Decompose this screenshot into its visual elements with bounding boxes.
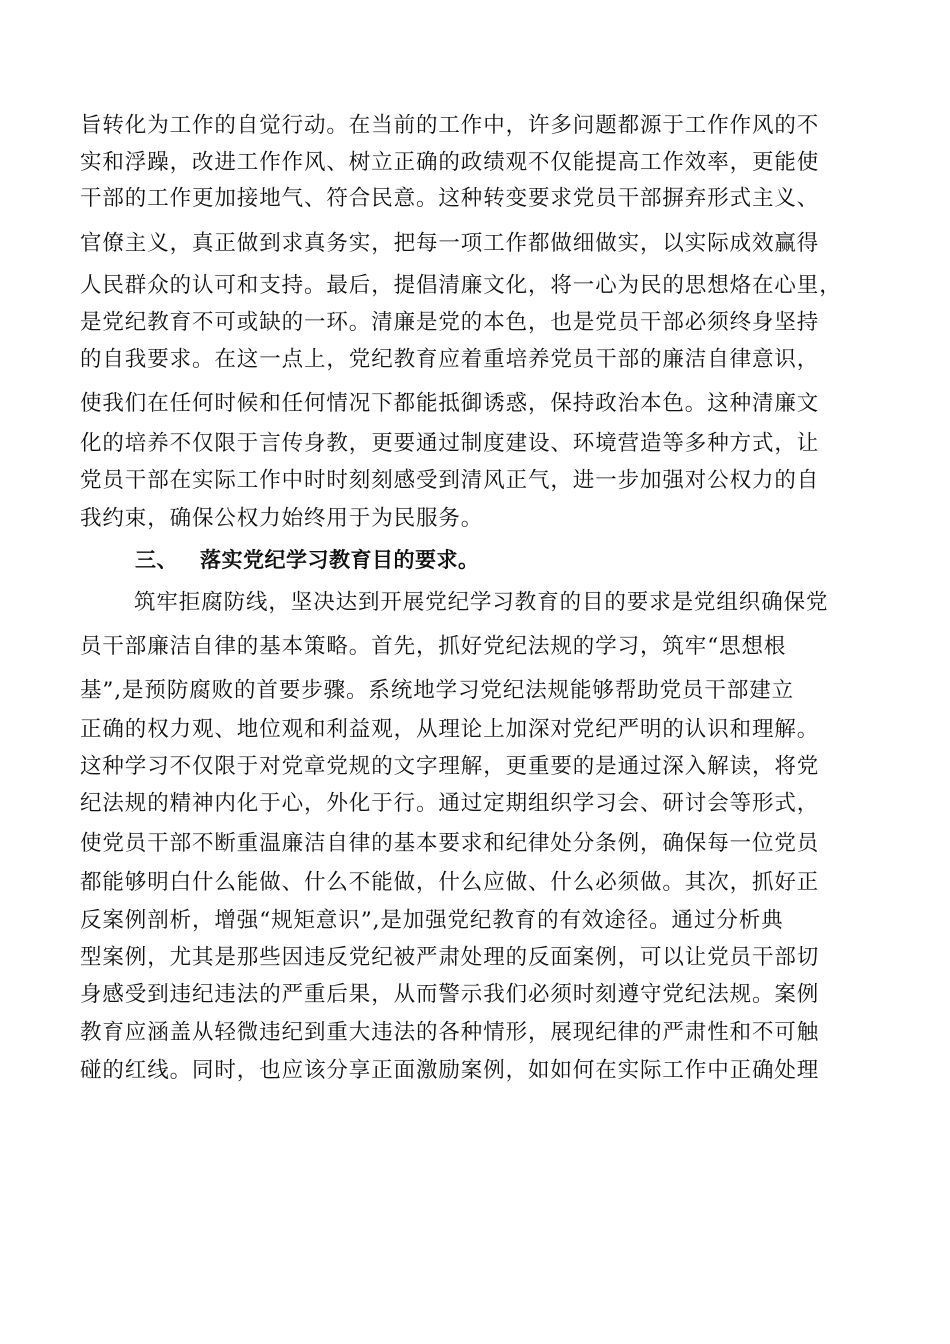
section-heading bbox=[135, 545, 480, 575]
paragraph-line: 型案例，尤其是那些因违反党纪被严肃处理的反面案例，可以让党员干部切 bbox=[80, 945, 820, 970]
paragraph-line: 干部的工作更加接地气、符合民意。这种转变要求党员干部摒弃形式主义、 bbox=[80, 186, 820, 211]
paragraph-line: 化的培养不仅限于言传身教，更要通过制度建设、环境营造等多种方式，让 bbox=[80, 431, 820, 456]
paragraph-line: 旨转化为工作的自觉行动。在当前的工作中，许多问题都源于工作作风的不 bbox=[80, 113, 820, 138]
paragraph-line: 这种学习不仅限于对党章党规的文字理解，更重要的是通过深入解读，将党 bbox=[80, 754, 820, 779]
paragraph-line: 实和浮躁，改进工作作风、树立正确的政绩观不仅能提高工作效率，更能使 bbox=[80, 150, 820, 175]
paragraph-line: 反案例剖析，增强“规矩意识”,是加强党纪教育的有效途径。通过分析典 bbox=[80, 908, 784, 933]
paragraph-line: 正确的权力观、地位观和利益观，从理论上加深对党纪严明的认识和理解。 bbox=[80, 717, 820, 742]
paragraph-line: 碰的红线。同时，也应该分享正面激励案例，如如何在实际工作中正确处理 bbox=[80, 1058, 820, 1083]
section-number: 三、 bbox=[135, 548, 178, 572]
paragraph-line: 是党纪教育不可或缺的一环。清廉是党的本色，也是党员干部必须终身坚持 bbox=[80, 310, 820, 335]
paragraph-line: 使党员干部不断重温廉洁自律的基本要求和纪律处分条例，确保每一位党员 bbox=[80, 831, 820, 856]
section-title: 落实党纪学习教育目的要求。 bbox=[200, 548, 480, 572]
paragraph-line: 教育应涵盖从轻微违纪到重大违法的各种情形，展现纪律的严肃性和不可触 bbox=[80, 1020, 820, 1045]
paragraph-line: 员干部廉洁自律的基本策略。首先，抓好党纪法规的学习，筑牢“思想根 bbox=[80, 634, 787, 659]
paragraph-line: 官僚主义，真正做到求真务实，把每一项工作都做细做实，以实际成效赢得 bbox=[80, 231, 820, 256]
paragraph-line: 党员干部在实际工作中时时刻刻感受到清风正气，进一步加强对公权力的自 bbox=[80, 468, 820, 493]
paragraph-line: 纪法规的精神内化于心，外化于行。通过定期组织学习会、研讨会等形式， bbox=[80, 791, 820, 816]
paragraph-line: 我约束，确保公权力始终用于为民服务。 bbox=[80, 506, 484, 531]
paragraph-line: 基”,是预防腐败的首要步骤。系统地学习党纪法规能够帮助党员干部建立 bbox=[80, 678, 795, 703]
paragraph-line: 身感受到违纪违法的严重后果，从而警示我们必须时刻遵守党纪法规。案例 bbox=[80, 982, 820, 1007]
paragraph-line: 人民群众的认可和支持。最后，提倡清廉文化，将一心为民的思想烙在心里， bbox=[80, 273, 842, 298]
paragraph-line: 的自我要求。在这一点上，党纪教育应着重培养党员干部的廉洁自律意识， bbox=[80, 347, 820, 372]
paragraph-line: 都能够明白什么能做、什么不能做，什么应做、什么必须做。其次，抓好正 bbox=[80, 870, 820, 895]
paragraph-line: 筑牢拒腐防线，坚决达到开展党纪学习教育的目的要求是党组织确保党 bbox=[134, 590, 829, 615]
paragraph-line: 使我们在任何时候和任何情况下都能抵御诱惑，保持政治本色。这种清廉文 bbox=[80, 391, 820, 416]
